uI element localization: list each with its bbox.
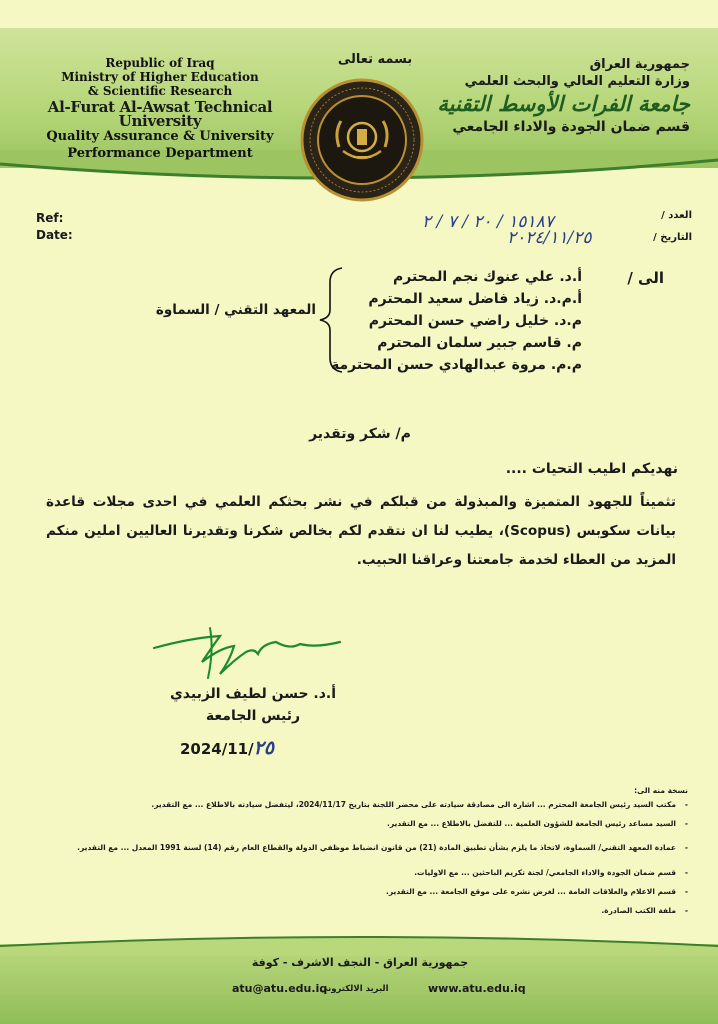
copy-item-2: - السيد مساعد رئيس الجامعة للشؤون العلمية ... للتفضل بالاطلاع ... مع التقدير.: [40, 819, 688, 828]
en-ministry-2: & Scientific Research: [87, 84, 233, 98]
copies-list: [40, 800, 688, 915]
en-university-name: Al-Furat Al-Awsat Technical University: [47, 98, 273, 130]
copy-item-3: - عمادة المعهد التقني/ السماوة، لاتخاذ ما يلزم بشأن تطبيق المادة (21) من قانون انضباط موظفي الدولة والقطاع العام رقم (14) لسنة 1991 المعدل ... مع التقدير.: [40, 838, 688, 858]
greeting: نهديكم اطيب التحيات ....: [505, 461, 678, 477]
recipient-list: [331, 266, 582, 376]
recipient-5: م.م. مروة عبدالهادي حسن المحترمة: [331, 357, 582, 373]
to-label: الى /: [627, 269, 664, 287]
footer-website[interactable]: www.atu.edu.iq: [428, 982, 526, 995]
ar-department: قسم ضمان الجودة والاداء الجامعي: [452, 119, 690, 135]
ar-republic: جمهورية العراق: [589, 57, 690, 72]
subject: م/ شكر وتقدير: [309, 426, 411, 442]
copy-item-6: - ملفة الكتب الصادرة.: [40, 906, 688, 915]
ref-label: Ref:: [36, 211, 64, 225]
signature-date: [180, 737, 274, 759]
footer-email[interactable]: atu@atu.edu.iq: [232, 982, 328, 995]
institute-name: المعهد التقني / السماوة: [155, 302, 316, 318]
copy-item-4: - قسم ضمان الجودة والاداء الجامعي/ لجنة تكريم الباحثين ... مع الاوليات.: [40, 868, 688, 877]
recipient-4: م. قاسم جبير سلمان المحترم: [377, 335, 582, 351]
header-english: [30, 56, 290, 162]
ref-date-labels-ar: [653, 205, 692, 249]
signer-name: أ.د. حسن لطيف الزبيدي: [169, 686, 337, 702]
en-ministry: Ministry of Higher Education: [61, 70, 259, 84]
recipient-3: م.د. خليل راضي حسن المحترم: [368, 313, 582, 329]
copy-item-5: - قسم الاعلام والعلاقات العامة ... لغرض نشره على موقع الجامعة ... مع التقدير.: [40, 887, 688, 896]
en-department-1: Quality Assurance & University: [46, 129, 274, 144]
reference-date: ٢٠٢٤/١١/٢٥: [507, 228, 592, 248]
ar-ministry: وزارة التعليم العالي والبحث العلمي: [464, 74, 690, 89]
en-department-2: Performance Department: [67, 146, 253, 161]
footer-email-label: البريد الالكتروني:: [316, 984, 389, 994]
signature-date-day: ٢٥: [253, 737, 275, 759]
date-label-ar: التاريخ /: [653, 232, 692, 243]
date-label: Date:: [36, 228, 73, 242]
basmala: بسمه تعالى: [337, 52, 413, 67]
signer-title: رئيس الجامعة: [205, 708, 301, 724]
signature-icon: [150, 620, 350, 682]
recipient-2: أ.م.د. زياد فاضل سعيد المحترم: [368, 291, 582, 307]
brace-icon: [316, 266, 346, 374]
signer-block: [168, 683, 338, 727]
signature-date-printed: 2024/11/: [180, 740, 254, 758]
ref-date-labels-en: [36, 210, 73, 244]
footer-address: جمهورية العراق - النجف الاشرف - كوفة: [251, 956, 469, 969]
university-seal-icon: [299, 77, 425, 203]
header-arabic: [415, 56, 690, 136]
copies-title: نسخة منه الى:: [634, 786, 688, 795]
recipient-1: أ.د. علي عنوك نجم المحترم: [393, 269, 582, 285]
ar-university-name: جامعة الفرات الأوسط التقنية: [437, 91, 690, 116]
number-label-ar: العدد /: [661, 210, 692, 221]
copy-item-1: - مكتب السيد رئيس الجامعة المحترم ... اشارة الى مصادقة سيادته على محضر اللجنة بتاريخ 2024/11/17، ليتفضل سيادته بالاطلاع ... مع التقدير.: [40, 800, 688, 809]
footer-wave-decoration: [0, 934, 718, 956]
reference-number: ١٥١٨٧ / ٢٠ / ٧ / ٢: [422, 212, 554, 232]
en-republic: Republic of Iraq: [105, 56, 215, 70]
letter-body: تثميناً للجهود المتميزة والمبذولة من قبلكم في نشر بحثكم العلمي في احدى مجلات قاعدة بيانات سكوبس (Scopus)، يطيب لنا ان نتقدم لكم بخالص شكرنا وتقديرنا العاليين املين منكم المزيد من العطاء لخدمة جامعتنا وعراقنا الحبيب.: [46, 494, 676, 568]
